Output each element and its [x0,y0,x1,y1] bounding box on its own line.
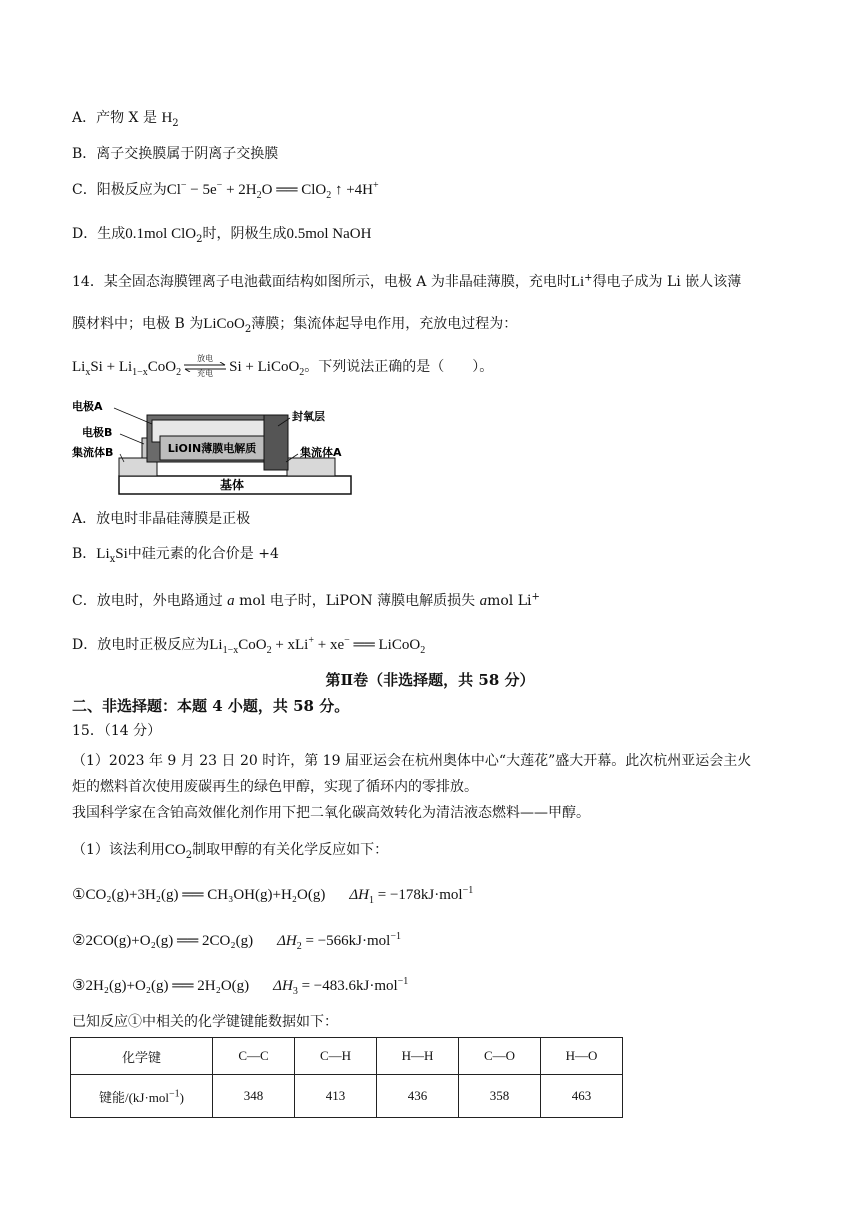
formula: LiCoO [203,316,245,332]
equation-number: ① [72,887,86,903]
q14-option-d [72,635,425,655]
equation-2 [72,930,401,952]
eq-part: + xe [314,637,345,653]
stem-text: 膜材料中；电极 B 为 [72,316,204,332]
q15-paragraph-2: 炬的燃料首次使用废碳再生的绿色甲醇，实现了循环内的零排放。 [72,779,478,795]
stem-text: 制取甲醇的有关化学反应如下： [192,842,389,858]
value-cell: 436 [377,1075,459,1118]
header-cell: H—O [541,1038,623,1075]
eq-part: Li [72,359,86,375]
option-text: D．生成 [72,226,126,242]
delta-h: ΔH [277,933,297,949]
part-ii-heading: 第Ⅱ卷（非选择题，共 58 分） [325,671,535,689]
eq-part: ↑ +4H [331,182,373,198]
eq-part: Cl [166,182,181,198]
eq-part: CoO [238,637,267,653]
eq-part: + xLi [271,637,309,653]
header-cell: H—H [377,1038,459,1075]
q14-option-c [72,591,540,611]
subscript: 2 [326,190,332,201]
q13-option-a [72,108,179,128]
stem-text: 薄膜；集流体起导电作用，充放电过程为： [251,316,518,332]
superscript: −1 [397,976,409,987]
subscript: 2 [299,367,305,378]
enthalpy-value: = −566kJ·mol [301,933,391,949]
table-intro: 已知反应①中相关的化学键键能数据如下： [72,1014,338,1030]
eq-part: Si + Li [90,359,133,375]
row-label: 键能/(kJ·mol [98,1089,170,1105]
table-header-row [71,1038,623,1075]
battery-cross-section-diagram [72,398,362,496]
q15-paragraph-3: 我国科学家在含铂高效催化剂作用下把二氧化碳高效转化为清洁液态燃料——甲醇。 [72,805,590,821]
enthalpy [273,976,409,997]
eq-part: Si + LiCoO [229,359,300,375]
header-cell: C—O [459,1038,541,1075]
variable: a [227,593,235,609]
header-cell: C—H [295,1038,377,1075]
option-text: C．阳极反应为 [72,182,167,198]
stem-text: 得电子成为 Li 嵌人该薄 [592,274,742,290]
value-cell: 358 [459,1075,541,1118]
seal-side [264,415,288,470]
superscript: + [308,635,314,646]
subscript: 1−x [222,645,239,656]
value-cell: 463 [541,1075,623,1118]
q14-stem-line2 [72,314,517,334]
superscript: − [180,180,187,191]
formula: Li [96,546,110,562]
reaction-equation [72,359,182,378]
enthalpy [349,885,474,906]
equation-body: CO₂(g)+3H₂(g) ══ CH₃OH(g)+H₂O(g) [85,887,326,903]
equation-body: 2H₂(g)+O₂(g) ══ 2H₂O(g) [85,978,250,994]
superscript: −1 [169,1088,180,1100]
row-label: ) [179,1089,185,1105]
option-text: B． [72,546,97,562]
eq-part: + 2H [222,182,257,198]
superscript: −1 [462,885,474,896]
subscript: 1−x [132,367,148,378]
q13-option-c [72,180,379,200]
equation-number: ③ [72,978,86,994]
subscript: 2 [185,849,193,861]
q14-stem-line1 [72,272,741,292]
q14-option-b [72,544,279,564]
superscript: + [373,180,379,191]
q15-label: 15．（14 分） [72,723,162,739]
subscript: 2 [266,645,272,656]
formula: 0.1mol ClO [125,226,197,242]
reversible-arrow [183,354,227,378]
delta-h: ΔH [349,887,369,903]
enthalpy-value: = −483.6kJ·mol [297,978,398,994]
eq-part: O ══ ClO [261,182,327,198]
q13-option-b: B．离子交换膜属于阴离子交换膜 [72,146,279,162]
section-heading: 二、非选择题：本题 4 小题，共 58 分。 [72,697,350,715]
label-electrode-a: 电极A [72,400,103,413]
value-cell: 348 [213,1075,295,1118]
eq-part: Li [209,637,223,653]
option-text: C．放电时，外电路通过 [72,593,228,609]
q15-paragraph-1: （1）2023 年 9 月 23 日 20 时许，第 19 届亚运会在杭州奥体中心“大莲花”盛大开幕。此次杭州亚运会主火 [72,753,752,769]
subscript: 2 [172,117,179,129]
subscript: 2 [176,367,182,378]
value-cell: 413 [295,1075,377,1118]
superscript: + [531,591,540,603]
superscript: − [344,635,350,646]
subscript: 1 [368,895,374,906]
label-electrode-b: 电极B [82,426,113,439]
label-electrolyte: LiOIN薄膜电解质 [167,442,257,455]
superscript: + [584,272,593,284]
delta-h: ΔH [273,978,293,994]
formula: Si [115,546,128,562]
variable: a [479,593,488,609]
header-cell: C—C [213,1038,295,1075]
q14-option-a: A．放电时非晶硅薄膜是正极 [72,511,251,527]
eq-part: − 5e [186,182,217,198]
equation-3 [72,975,408,997]
formula: Li [570,274,585,290]
header-cell: 化学键 [71,1038,213,1075]
enthalpy [277,931,401,952]
collector-a [287,458,335,476]
reaction-equation [209,635,426,656]
option-text: mol Li [487,593,532,609]
q15-paragraph-4 [72,840,388,860]
formula: 0.5mol NaOH [286,226,372,242]
option-text: A．产物 X 是 [72,110,162,126]
formula: CO [164,842,186,858]
label-collector-a: 集流体A [300,446,342,459]
option-text: mol 电子时，LiPON 薄膜电解质损失 [234,593,480,609]
subscript: 2 [296,941,302,952]
stem-text: 。下列说法正确的是（ ）。 [304,359,494,375]
arrow-label-top: 放电 [197,354,214,363]
subscript: x [85,367,91,378]
label-substrate: 基体 [219,478,245,492]
subscript: 2 [244,323,252,335]
subscript: 3 [292,986,298,997]
subscript: 2 [420,645,426,656]
subscript: 2 [256,190,262,201]
label-seal-layer: 封氧层 [292,410,325,423]
bond-energy-table [70,1037,623,1118]
arrow-label-bottom: 充电 [197,369,214,378]
stem-text: （1）该法利用 [72,842,165,858]
q14-reaction [72,354,494,378]
table-row [71,1075,623,1118]
eq-part: ══ LiCoO [349,637,421,653]
q13-option-d [72,224,371,244]
equation-1 [72,884,473,906]
subscript: 2 [196,233,203,245]
equation-number: ② [72,933,86,949]
eq-part: CoO [147,359,177,375]
row-label-cell [71,1075,213,1118]
reaction-equation [229,359,305,378]
reaction-equation [166,180,379,201]
enthalpy-value: = −178kJ·mol [373,887,463,903]
equation-body: 2CO(g)+O₂(g) ══ 2CO₂(g) [85,933,254,949]
label-collector-b: 集流体B [72,446,114,459]
option-text: 时，阴极生成 [202,226,287,242]
formula: H [161,110,173,126]
option-text: 中硅元素的化合价是 +4 [127,546,279,562]
superscript: − [216,180,223,191]
subscript: x [109,553,116,565]
option-text: D．放电时正极反应为 [72,637,210,653]
stem-text: 14．某全固态海膜锂离子电池截面结构如图所示，电极 A 为非晶硅薄膜，充电时 [72,274,571,290]
superscript: −1 [390,931,401,942]
